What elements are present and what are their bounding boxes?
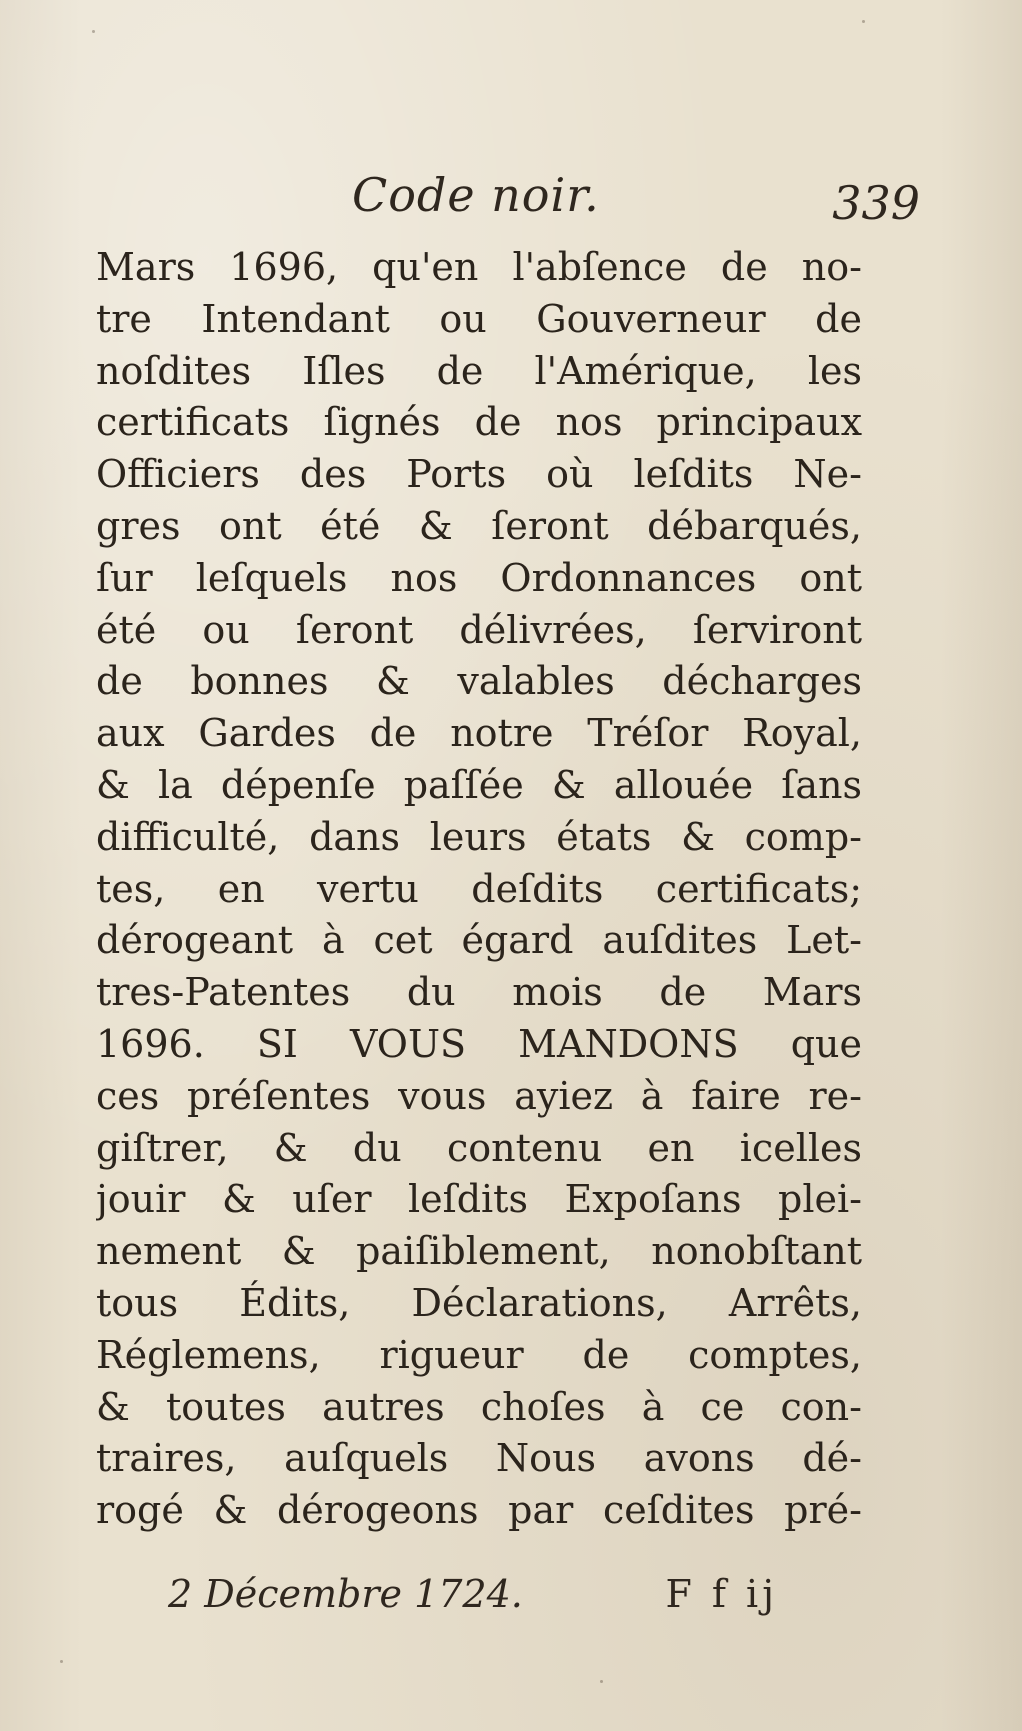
text-line: aux Gardes de notre Tréſor Royal,: [96, 711, 862, 756]
text-line: Réglemens, rigueur de comptes,: [96, 1332, 862, 1377]
text-line: nement & paiſiblement, nonobſtant: [96, 1229, 862, 1274]
text-line: de bonnes & valables décharges: [96, 659, 862, 704]
paper-speck: [92, 30, 95, 33]
footer-date: 2 Décembre 1724.: [168, 1572, 523, 1616]
page-footer: [168, 1572, 778, 1632]
paper-speck: [60, 1660, 63, 1663]
text-line: tres-Patentes du mois de Mars: [96, 970, 862, 1015]
text-line: ſur leſquels nos Ordonnances ont: [96, 555, 862, 600]
text-line: & toutes autres choſes à ce con-: [96, 1384, 862, 1429]
signature-mark: F f ij: [665, 1572, 778, 1616]
text-line: giſtrer, & du contenu en icelles: [96, 1125, 862, 1170]
text-line: difficulté, dans leurs états & comp-: [96, 814, 862, 859]
running-title: Code noir.: [352, 168, 600, 222]
text-line: traires, auſquels Nous avons dé-: [96, 1436, 862, 1481]
text-line: gres ont été & ſeront débarqués,: [96, 503, 862, 548]
text-line: 1696. SI VOUS MANDONS que: [96, 1021, 862, 1066]
text-line: été ou ſeront délivrées, ſerviront: [96, 607, 862, 652]
paper-speck: [600, 1680, 603, 1683]
page-number: 339: [832, 176, 920, 230]
page-header: [100, 168, 920, 238]
text-line: certificats ſignés de nos principaux: [96, 400, 862, 445]
paper-speck: [862, 20, 865, 23]
text-line: noſdites Iſles de l'Amérique, les: [96, 348, 862, 393]
body-text: [96, 242, 862, 1537]
text-line: tre Intendant ou Gouverneur de: [96, 296, 862, 341]
text-line: rogé & dérogeons par ceſdites pré-: [96, 1488, 862, 1533]
text-line: tes, en vertu deſdits certificats;: [96, 866, 862, 911]
text-line: Mars 1696, qu'en l'abſence de no-: [96, 245, 862, 289]
text-line: jouir & uſer leſdits Expoſans plei-: [96, 1177, 862, 1222]
text-line: tous Édits, Déclarations, Arrêts,: [96, 1280, 862, 1325]
text-line: ces préſentes vous ayiez à faire re-: [96, 1073, 862, 1118]
text-line: & la dépenſe paſſée & allouée ſans: [96, 762, 862, 807]
text-line: Officiers des Ports où leſdits Ne-: [96, 452, 862, 497]
text-line: dérogeant à cet égard auſdites Let-: [96, 918, 862, 963]
